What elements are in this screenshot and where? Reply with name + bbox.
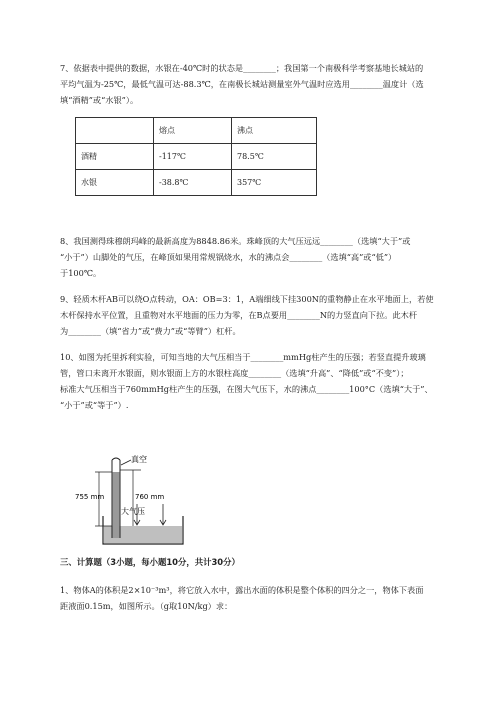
q10-line-3: 标准大气压相当于760mmHg柱产生的压强，在图大气压下，水的沸点________100°C（选填“大于”、: [60, 384, 433, 394]
melting-boiling-table: [75, 117, 317, 196]
q10-line-4: “小于”或“等于”）.: [60, 400, 129, 410]
q8-line-2: “小于”）山脚处的气压，在峰顶如果用常规锅烧水，水的沸点会________（选填“高”或“低”）: [60, 252, 397, 262]
table-row: [76, 170, 317, 196]
vacuum-label: 真空: [131, 455, 147, 464]
table-cell: 357℃: [232, 170, 317, 196]
table-cell: 78.5℃: [232, 144, 317, 170]
right-height-label: 760 mm: [135, 493, 165, 501]
table-cell: 水银: [76, 170, 154, 196]
q9-line-3: 为________（填“省力”或“费力”或“等臂”）杠杆。: [60, 326, 241, 336]
q7-line-3: 填“酒精”或“水银”）。: [60, 95, 139, 105]
calc1-line-1: 1、物体A的体积是2×10⁻³m³，将它放入水中，露出水面的体积是整个体积的四分之一，物体下表面: [60, 585, 424, 595]
calc1-line-2: 距液面0.15m，如图所示。（g取10N/kg）求：: [60, 601, 233, 611]
section-3-title: 三、计算题（3小题，每小题10分，共计30分）: [60, 557, 240, 567]
table-cell: 酒精: [76, 144, 154, 170]
mercury-column: [113, 472, 120, 538]
table-cell: -117℃: [154, 144, 232, 170]
q8-line-3: 于100℃。: [60, 268, 102, 278]
table-cell: [76, 118, 154, 144]
q10-line-2: 管，管口未离开水银面，则水银面上方的水银柱高度________（选填“升高”、“降低”或“不变”）；: [60, 368, 409, 378]
table-header-row: [76, 118, 317, 144]
q9-line-1: 9、轻质木杆AB可以绕O点转动，OA：OB=3：1，A端细线下挂300N的重物静止在水平地面上，若使: [60, 294, 434, 304]
table-cell: 沸点: [232, 118, 317, 144]
left-height-label: 755 mm: [75, 493, 105, 501]
q10-line-1: 10、如图为托里拆利实验，可知当地的大气压相当于________mmHg柱产生的压强；若竖直提升玻璃: [60, 352, 426, 362]
table-cell: 熔点: [154, 118, 232, 144]
torricelli-figure: [75, 452, 185, 552]
q9-line-2: 木杆保持水平位置，且重物对水平地面的压力为零，在B点要用________N的力竖直向下拉。此木杆: [60, 310, 418, 320]
q8-line-1: 8、我国测得珠穆朗玛峰的最新高度为8848.86米。珠峰顶的大气压远远________（选填“大于”或: [60, 236, 411, 246]
table-cell: -38.8℃: [154, 170, 232, 196]
table-row: [76, 144, 317, 170]
q7-line-2: 平均气温为-25℃，最低气温可达-88.3℃，在南极长城站测量室外气温时应选用________温度计（选: [60, 79, 424, 89]
pressure-label: 大气压: [121, 507, 145, 516]
q7-line-1: 7、依据表中提供的数据，水银在-40℃时的状态是________；我国第一个南极科学考察基地长城站的: [60, 63, 424, 73]
